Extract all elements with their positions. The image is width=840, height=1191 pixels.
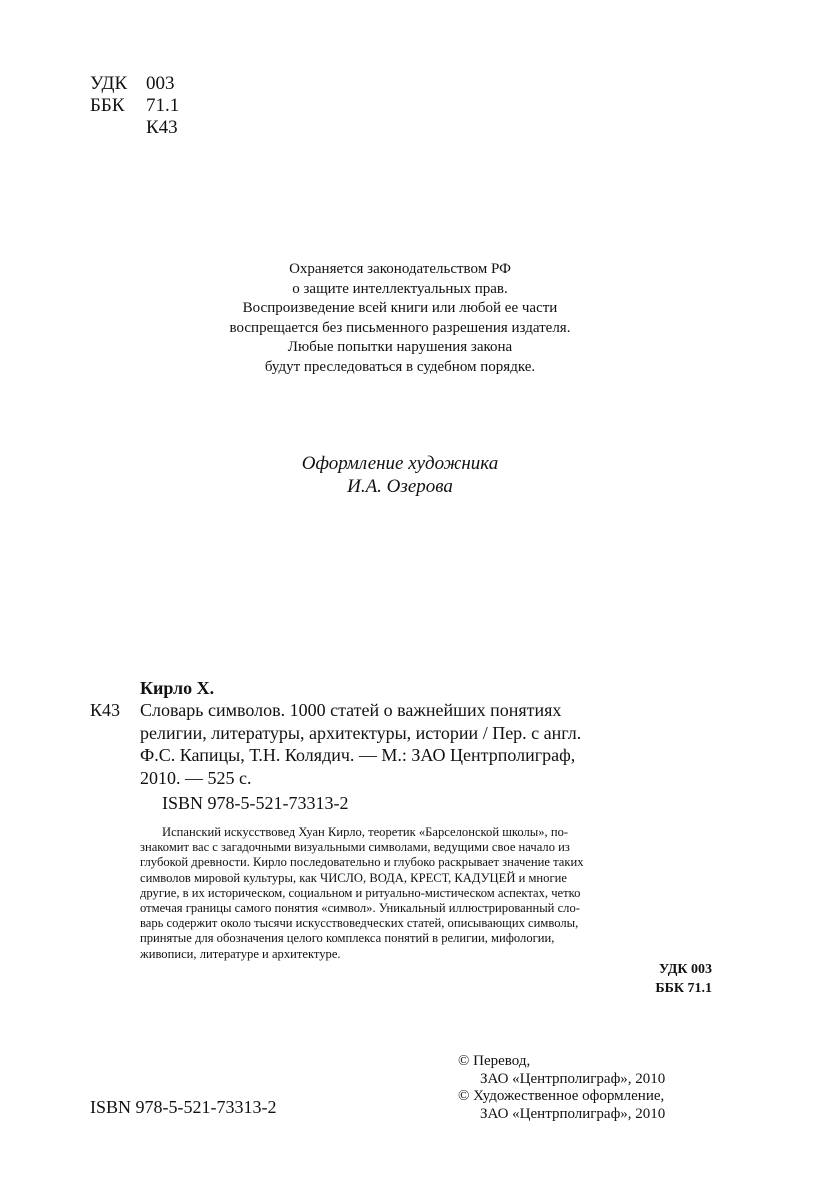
author-mark-row (90, 117, 179, 139)
annotation-line: знакомит вас с загадочными визуальными символами, ведущими свое начало из (140, 840, 570, 855)
annotation-line: отмечая границы самого понятия «символ». Уникальный иллюстрированный сло- (140, 901, 580, 916)
bibliographic-entry (140, 699, 720, 789)
copyright-notice-line: Воспроизведение всей книги или любой ее части (242, 300, 558, 316)
bbk-row (90, 95, 179, 117)
annotation-line: живописи, литературе и архитектуре. (140, 946, 341, 961)
copyright-notice-line: Охраняется законодательством РФ (289, 261, 511, 277)
annotation-line: символов мировой культуры, как ЧИСЛО, ВОДА, КРЕСТ, КАДУЦЕЙ и многие (140, 870, 567, 885)
annotation-line: глубокой древности. Кирло последовательно и глубоко раскрывает значение таких (140, 855, 584, 870)
annotation-line: принятые для обозначения целого комплекса понятий в религии, мифологии, (140, 931, 555, 946)
copyright-notice-line: будут преследоваться в судебном порядке. (264, 358, 536, 375)
copyright-design-holder: ЗАО «Центрполиграф», 2010 (480, 1105, 666, 1122)
copyright-holders (458, 1053, 665, 1123)
annotation-line: Испанский искусствовед Хуан Кирло, теоретик «Барселонской школы», по- (162, 825, 569, 839)
author-name: Кирло Х. (140, 678, 215, 698)
copyright-translation-holder: ЗАО «Центрполиграф», 2010 (480, 1070, 666, 1087)
bbk-bottom: ББК 71.1 (655, 981, 712, 996)
annotation-line: варь содержит около тысячи искусствоведческих статей, описывающих символы, (140, 916, 579, 931)
copyright-notice-line: о защите интеллектуальных прав. (292, 280, 508, 297)
artist-credit-name: И.А. Озерова (347, 476, 453, 497)
copyright-notice (120, 260, 680, 377)
bibliographic-code: К43 (90, 700, 121, 720)
isbn-bottom: ISBN 978-5-521-73313-2 (90, 1097, 277, 1117)
classification-bottom (655, 960, 712, 998)
copyright-notice-line: Любые попытки нарушения закона (287, 339, 513, 355)
copyright-design-title: © Художественное оформление, (458, 1088, 665, 1104)
bibliographic-line: религии, литературы, архитектуры, истории / Пер. с англ. (140, 722, 582, 743)
classification-block (90, 73, 179, 139)
bibliographic-line: Словарь символов. 1000 статей о важнейших понятиях (140, 700, 562, 720)
copyright-notice-line: воспрещается без письменного разрешения издателя. (229, 319, 571, 336)
annotation (140, 825, 715, 962)
udk-bottom: УДК 003 (658, 962, 712, 977)
udk-label: УДК (90, 73, 128, 94)
artist-credit (120, 452, 680, 498)
bibliographic-line: 2010. — 525 с. (140, 767, 252, 788)
bbk-value: 71.1 (146, 95, 180, 116)
udk-value: 003 (146, 73, 175, 94)
artist-credit-title: Оформление художника (301, 453, 499, 474)
author-mark: К43 (146, 117, 178, 138)
bbk-label: ББК (90, 95, 125, 116)
isbn-main: ISBN 978-5-521-73313-2 (162, 793, 349, 813)
bibliographic-line: Ф.С. Капицы, Т.Н. Колядич. — М.: ЗАО Центрполиграф, (140, 745, 576, 765)
copyright-translation-title: © Перевод, (458, 1053, 531, 1069)
annotation-line: другие, в их историческом, социальном и ритуально-мистическом аспектах, четко (140, 885, 581, 900)
udk-row (90, 73, 179, 95)
